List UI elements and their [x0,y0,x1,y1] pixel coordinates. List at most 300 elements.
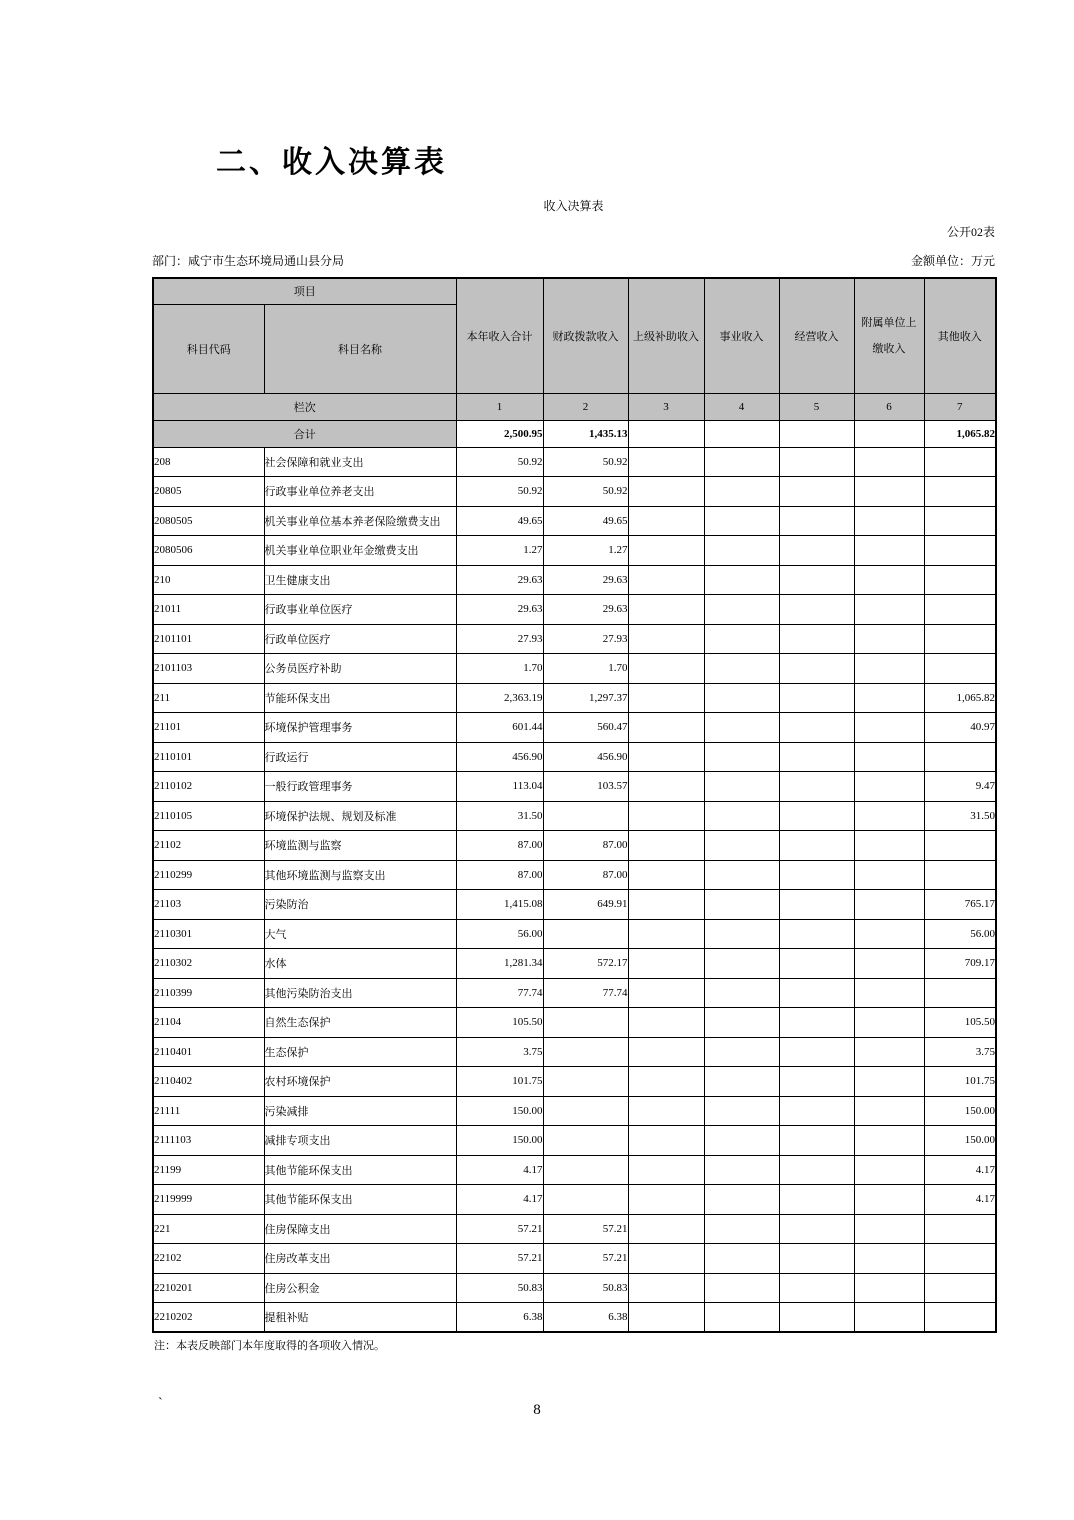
row-value-cell [779,978,854,1008]
row-value-cell: 456.90 [543,742,628,772]
row-value-cell [628,1303,704,1333]
row-name-cell: 公务员医疗补助 [264,654,456,684]
row-name-cell: 行政事业单位养老支出 [264,477,456,507]
row-value-cell [628,860,704,890]
row-value-cell [628,1244,704,1274]
row-value-cell [704,742,779,772]
row-name-cell: 提租补贴 [264,1303,456,1333]
table-row [153,477,996,507]
row-value-cell: 4.17 [456,1185,543,1215]
row-value-cell [924,1303,996,1333]
row-value-cell [628,742,704,772]
row-code-cell: 21199 [153,1155,264,1185]
row-value-cell: 50.92 [543,477,628,507]
row-value-cell [704,949,779,979]
row-value-cell [704,1273,779,1303]
row-value-cell [779,683,854,713]
row-value-cell [854,713,924,743]
row-code-cell: 2210202 [153,1303,264,1333]
table-row [153,772,996,802]
row-value-cell [779,919,854,949]
row-value-cell: 87.00 [543,831,628,861]
row-value-cell [704,1096,779,1126]
income-table [152,277,997,1333]
row-value-cell: 87.00 [456,831,543,861]
table-row [153,1303,996,1333]
row-value-cell [704,801,779,831]
row-value-cell: 103.57 [543,772,628,802]
row-value-cell [704,1037,779,1067]
total-value-cell [779,420,854,447]
row-value-cell [628,1214,704,1244]
row-name-cell: 行政运行 [264,742,456,772]
row-value-cell [924,1273,996,1303]
row-value-cell [854,890,924,920]
header-col-other-income: 其他收入 [924,278,996,393]
row-code-cell: 2080505 [153,506,264,536]
row-value-cell: 4.17 [924,1155,996,1185]
row-value-cell [704,565,779,595]
total-value-cell: 2,500.95 [456,420,543,447]
row-value-cell [704,506,779,536]
table-title: 收入决算表 [543,199,604,213]
row-name-cell: 其他节能环保支出 [264,1185,456,1215]
row-code-cell: 2110102 [153,772,264,802]
lanci-number: 2 [543,393,628,420]
row-value-cell [779,536,854,566]
row-code-cell: 2110301 [153,919,264,949]
meta-row [152,252,995,269]
lanci-number: 6 [854,393,924,420]
row-name-cell: 污染减排 [264,1096,456,1126]
row-value-cell: 113.04 [456,772,543,802]
row-value-cell [924,595,996,625]
row-value-cell [779,1303,854,1333]
table-row [153,949,996,979]
table-row [153,890,996,920]
row-value-cell [628,831,704,861]
row-value-cell: 3.75 [456,1037,543,1067]
row-value-cell: 4.17 [924,1185,996,1215]
row-value-cell [924,565,996,595]
table-row [153,978,996,1008]
row-value-cell [924,1244,996,1274]
row-value-cell: 57.21 [543,1244,628,1274]
row-value-cell: 150.00 [456,1096,543,1126]
row-value-cell [854,1273,924,1303]
row-value-cell [854,1126,924,1156]
row-value-cell [779,742,854,772]
row-value-cell [779,624,854,654]
row-value-cell [704,890,779,920]
total-value-cell [854,420,924,447]
row-value-cell: 57.21 [543,1214,628,1244]
table-row [153,831,996,861]
row-code-cell: 21101 [153,713,264,743]
row-value-cell [628,1037,704,1067]
row-value-cell: 27.93 [456,624,543,654]
row-value-cell [924,654,996,684]
total-row [153,420,996,447]
row-value-cell [854,860,924,890]
row-value-cell: 150.00 [456,1126,543,1156]
row-value-cell [854,1067,924,1097]
row-value-cell: 49.65 [456,506,543,536]
row-value-cell [628,949,704,979]
row-value-cell: 29.63 [456,565,543,595]
header-col-operating-income: 经营收入 [779,278,854,393]
row-value-cell: 9.47 [924,772,996,802]
row-code-cell: 2110299 [153,860,264,890]
row-name-cell: 住房保障支出 [264,1214,456,1244]
row-value-cell [924,624,996,654]
row-name-cell: 一般行政管理事务 [264,772,456,802]
row-value-cell: 50.92 [543,447,628,477]
row-code-cell: 211 [153,683,264,713]
row-code-cell: 21111 [153,1096,264,1126]
table-row [153,742,996,772]
row-value-cell [779,1126,854,1156]
row-value-cell [779,949,854,979]
row-value-cell [854,624,924,654]
header-col-superior-subsidy: 上级补助收入 [628,278,704,393]
row-value-cell [779,831,854,861]
row-value-cell: 601.44 [456,713,543,743]
row-value-cell [628,1096,704,1126]
footer-note: 注：本表反映部门本年度取得的各项收入情况。 [154,1340,385,1352]
row-value-cell [854,654,924,684]
lanci-number: 5 [779,393,854,420]
row-value-cell: 87.00 [456,860,543,890]
row-value-cell [854,1244,924,1274]
row-value-cell [704,683,779,713]
row-value-cell [779,1008,854,1038]
row-value-cell [704,1303,779,1333]
lanci-number: 7 [924,393,996,420]
row-value-cell [704,978,779,1008]
row-value-cell [854,447,924,477]
row-value-cell [779,1067,854,1097]
row-value-cell [628,477,704,507]
row-value-cell [704,860,779,890]
row-value-cell [854,506,924,536]
table-row [153,1126,996,1156]
row-code-cell: 2110399 [153,978,264,1008]
row-value-cell [854,831,924,861]
row-code-cell: 22102 [153,1244,264,1274]
row-value-cell [628,595,704,625]
row-value-cell [704,713,779,743]
row-value-cell: 1,065.82 [924,683,996,713]
row-value-cell: 6.38 [543,1303,628,1333]
row-value-cell [779,801,854,831]
row-code-cell: 2110401 [153,1037,264,1067]
row-value-cell [854,949,924,979]
row-value-cell: 101.75 [924,1067,996,1097]
table-row [153,654,996,684]
row-value-cell [854,1214,924,1244]
row-name-cell: 机关事业单位职业年金缴费支出 [264,536,456,566]
stray-mark: ` [158,1396,163,1411]
row-code-cell: 2101101 [153,624,264,654]
table-row [153,860,996,890]
header-subject-code: 科目代码 [153,304,264,393]
row-value-cell [854,1096,924,1126]
row-value-cell [628,654,704,684]
table-row [153,565,996,595]
row-value-cell [628,919,704,949]
row-value-cell [543,1155,628,1185]
row-value-cell: 101.75 [456,1067,543,1097]
row-value-cell [779,477,854,507]
row-value-cell: 456.90 [456,742,543,772]
row-value-cell [704,772,779,802]
row-name-cell: 减排专项支出 [264,1126,456,1156]
table-row [153,536,996,566]
table-row [153,801,996,831]
row-value-cell [628,1155,704,1185]
table-row [153,447,996,477]
row-value-cell [704,536,779,566]
table-row [153,595,996,625]
row-value-cell [628,506,704,536]
row-value-cell: 56.00 [456,919,543,949]
lanci-number: 3 [628,393,704,420]
row-value-cell [924,1214,996,1244]
row-value-cell [854,801,924,831]
row-value-cell [779,713,854,743]
row-value-cell: 29.63 [543,565,628,595]
row-code-cell: 2119999 [153,1185,264,1215]
row-name-cell: 环境保护管理事务 [264,713,456,743]
total-value-cell [628,420,704,447]
row-value-cell [543,1126,628,1156]
total-label: 合计 [153,420,456,447]
row-value-cell [628,1126,704,1156]
row-value-cell [854,595,924,625]
row-value-cell: 1,297.37 [543,683,628,713]
row-value-cell [854,683,924,713]
row-value-cell: 709.17 [924,949,996,979]
row-value-cell [704,1155,779,1185]
row-name-cell: 环境监测与监察 [264,831,456,861]
row-value-cell: 50.83 [543,1273,628,1303]
row-value-cell: 2,363.19 [456,683,543,713]
total-value-cell [704,420,779,447]
row-value-cell [779,565,854,595]
header-col-fiscal-appropriation: 财政拨款收入 [543,278,628,393]
header-col-affiliated-remittance [854,278,924,393]
row-code-cell: 2110101 [153,742,264,772]
row-value-cell: 1.70 [456,654,543,684]
table-row [153,1244,996,1274]
row-value-cell [854,919,924,949]
row-value-cell: 50.92 [456,447,543,477]
row-value-cell: 50.83 [456,1273,543,1303]
row-name-cell: 住房公积金 [264,1273,456,1303]
row-code-cell: 2111103 [153,1126,264,1156]
row-value-cell [924,831,996,861]
row-value-cell [543,801,628,831]
row-value-cell [779,1214,854,1244]
row-value-cell [543,1185,628,1215]
row-value-cell [543,1037,628,1067]
page-title: 二、收入决算表 [216,146,447,179]
row-value-cell [854,565,924,595]
row-value-cell: 31.50 [456,801,543,831]
header-subject-name: 科目名称 [264,304,456,393]
header-col-business-income: 事业收入 [704,278,779,393]
row-value-cell: 1,415.08 [456,890,543,920]
row-value-cell [628,1273,704,1303]
row-value-cell [704,1244,779,1274]
table-body [153,447,996,1332]
row-value-cell [704,1185,779,1215]
row-code-cell: 21102 [153,831,264,861]
row-value-cell [628,890,704,920]
row-value-cell [854,1303,924,1333]
row-name-cell: 卫生健康支出 [264,565,456,595]
row-name-cell: 自然生态保护 [264,1008,456,1038]
row-value-cell [628,447,704,477]
row-value-cell [704,654,779,684]
row-value-cell: 105.50 [924,1008,996,1038]
row-code-cell: 21011 [153,595,264,625]
row-value-cell [779,506,854,536]
row-code-cell: 2110402 [153,1067,264,1097]
page-number: 8 [533,1402,541,1418]
row-value-cell [704,477,779,507]
row-value-cell [924,860,996,890]
row-value-cell [924,742,996,772]
row-value-cell [543,1067,628,1097]
row-value-cell [543,1008,628,1038]
total-value-cell: 1,435.13 [543,420,628,447]
row-value-cell: 49.65 [543,506,628,536]
row-code-cell: 208 [153,447,264,477]
row-value-cell: 150.00 [924,1096,996,1126]
row-value-cell [628,1008,704,1038]
row-value-cell: 57.21 [456,1214,543,1244]
row-value-cell [628,801,704,831]
row-code-cell: 2210201 [153,1273,264,1303]
row-value-cell [704,595,779,625]
table-row [153,683,996,713]
total-value-cell: 1,065.82 [924,420,996,447]
header-project: 项目 [153,278,456,304]
table-row [153,1067,996,1097]
row-value-cell [854,772,924,802]
row-value-cell [779,1037,854,1067]
row-value-cell [779,1096,854,1126]
row-value-cell: 1.27 [456,536,543,566]
row-code-cell: 21104 [153,1008,264,1038]
row-value-cell [779,772,854,802]
row-value-cell [779,1185,854,1215]
row-value-cell: 27.93 [543,624,628,654]
row-value-cell [543,1096,628,1126]
row-name-cell: 大气 [264,919,456,949]
row-value-cell [704,1067,779,1097]
table-row [153,1185,996,1215]
row-value-cell: 765.17 [924,890,996,920]
header-col-affiliated-remittance-label: 附属单位上缴收入 [861,316,917,355]
row-value-cell [779,447,854,477]
row-value-cell: 31.50 [924,801,996,831]
row-value-cell [628,536,704,566]
row-name-cell: 生态保护 [264,1037,456,1067]
row-value-cell [854,536,924,566]
row-value-cell: 77.74 [456,978,543,1008]
row-value-cell [628,713,704,743]
unit-label: 金额单位：万元 [910,254,995,268]
row-value-cell [628,683,704,713]
row-value-cell [704,624,779,654]
row-value-cell [628,1067,704,1097]
table-row [153,1096,996,1126]
lanci-label: 栏次 [153,393,456,420]
row-value-cell: 3.75 [924,1037,996,1067]
lanci-number: 4 [704,393,779,420]
row-value-cell [704,919,779,949]
row-code-cell: 221 [153,1214,264,1244]
row-code-cell: 2110105 [153,801,264,831]
row-value-cell [854,978,924,1008]
row-value-cell: 29.63 [543,595,628,625]
row-name-cell: 农村环境保护 [264,1067,456,1097]
row-value-cell [628,624,704,654]
row-value-cell [704,447,779,477]
row-value-cell [854,477,924,507]
row-value-cell [779,1155,854,1185]
row-name-cell: 其他污染防治支出 [264,978,456,1008]
row-code-cell: 210 [153,565,264,595]
row-value-cell: 4.17 [456,1155,543,1185]
row-name-cell: 机关事业单位基本养老保险缴费支出 [264,506,456,536]
row-name-cell: 污染防治 [264,890,456,920]
row-value-cell [704,1008,779,1038]
row-value-cell: 572.17 [543,949,628,979]
row-name-cell: 行政单位医疗 [264,624,456,654]
row-value-cell [924,477,996,507]
table-row [153,1214,996,1244]
row-value-cell [628,1185,704,1215]
row-value-cell [854,1155,924,1185]
row-code-cell: 2101103 [153,654,264,684]
row-value-cell [854,742,924,772]
table-row [153,1037,996,1067]
row-value-cell [854,1185,924,1215]
row-name-cell: 其他环境监测与监察支出 [264,860,456,890]
table-row [153,919,996,949]
row-value-cell [779,1273,854,1303]
row-name-cell: 行政事业单位医疗 [264,595,456,625]
row-value-cell: 40.97 [924,713,996,743]
table-row [153,1008,996,1038]
row-value-cell [543,919,628,949]
row-code-cell: 2110302 [153,949,264,979]
row-name-cell: 其他节能环保支出 [264,1155,456,1185]
row-value-cell: 77.74 [543,978,628,1008]
table-row [153,1155,996,1185]
row-value-cell: 29.63 [456,595,543,625]
row-value-cell: 560.47 [543,713,628,743]
row-value-cell [854,1037,924,1067]
row-value-cell [924,506,996,536]
row-value-cell [779,1244,854,1274]
row-name-cell: 环境保护法规、规划及标准 [264,801,456,831]
row-value-cell: 649.91 [543,890,628,920]
